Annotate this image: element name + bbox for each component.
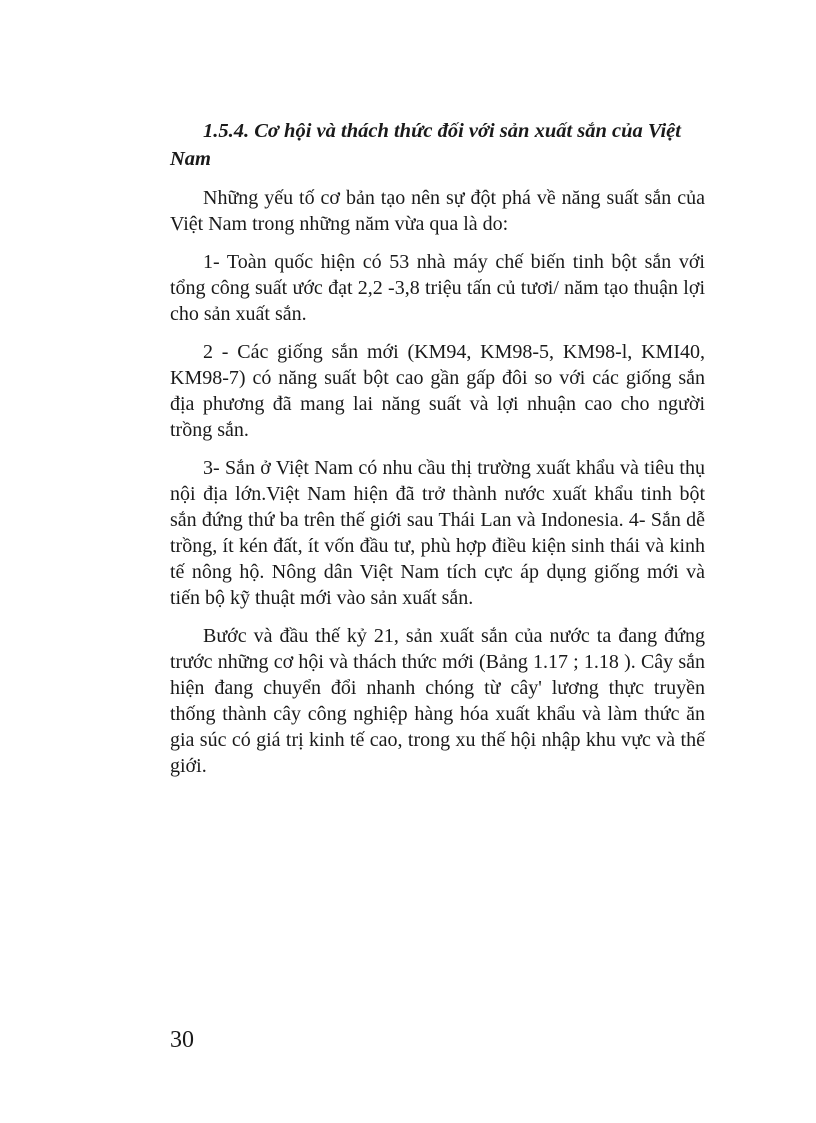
section-heading: 1.5.4. Cơ hội và thách thức đối với sản xuất sắn của Việt Nam	[170, 120, 681, 170]
paragraph-intro: Những yếu tố cơ bản tạo nên sự đột phá về năng suất sắn của Việt Nam trong những năm vừa qua là do:	[170, 187, 705, 235]
paragraph-point-3-4: 3- Sắn ở Việt Nam có nhu cầu thị trường xuất khẩu và tiêu thụ nội địa lớn.Việt Nam hiện đã trở thành nước xuất khẩu tinh bột sắn đứng thứ ba trên thế giới sau Thái Lan và Indonesia. 4- Sắn dễ trồng, ít kén đất, ít vốn đầu tư, phù hợp điều kiện sinh thái và kinh tế nông hộ. Nông dân Việt Nam tích cực áp dụng giống mới và tiến bộ kỹ thuật mới vào sản xuất sắn.	[170, 457, 705, 609]
page-number: 30	[170, 1027, 194, 1053]
paragraph-point-2: 2 - Các giống sắn mới (KM94, KM98-5, KM98-l, KMI40, KM98-7) có năng suất bột cao gần gấp đôi so với các giống sắn địa phương đã mang lai năng suất và lợi nhuận cao cho người trồng sắn.	[170, 341, 705, 441]
page-content	[170, 117, 705, 779]
paragraph-conclusion: Bước và đầu thế kỷ 21, sản xuất sắn của nước ta đang đứng trước những cơ hội và thách thức mới (Bảng 1.17 ; 1.18 ). Cây sắn hiện đang chuyển đổi nhanh chóng từ cây' lương thực truyền thống thành cây công nghiệp hàng hóa xuất khẩu và làm thức ăn gia súc có giá trị kinh tế cao, trong xu thế hội nhập khu vực và thế giới.	[170, 625, 705, 777]
paragraph-point-1: 1- Toàn quốc hiện có 53 nhà máy chế biến tinh bột sắn với tổng công suất ước đạt 2,2 -3,8 triệu tấn củ tươi/ năm tạo thuận lợi cho sản xuất sắn.	[170, 251, 705, 325]
